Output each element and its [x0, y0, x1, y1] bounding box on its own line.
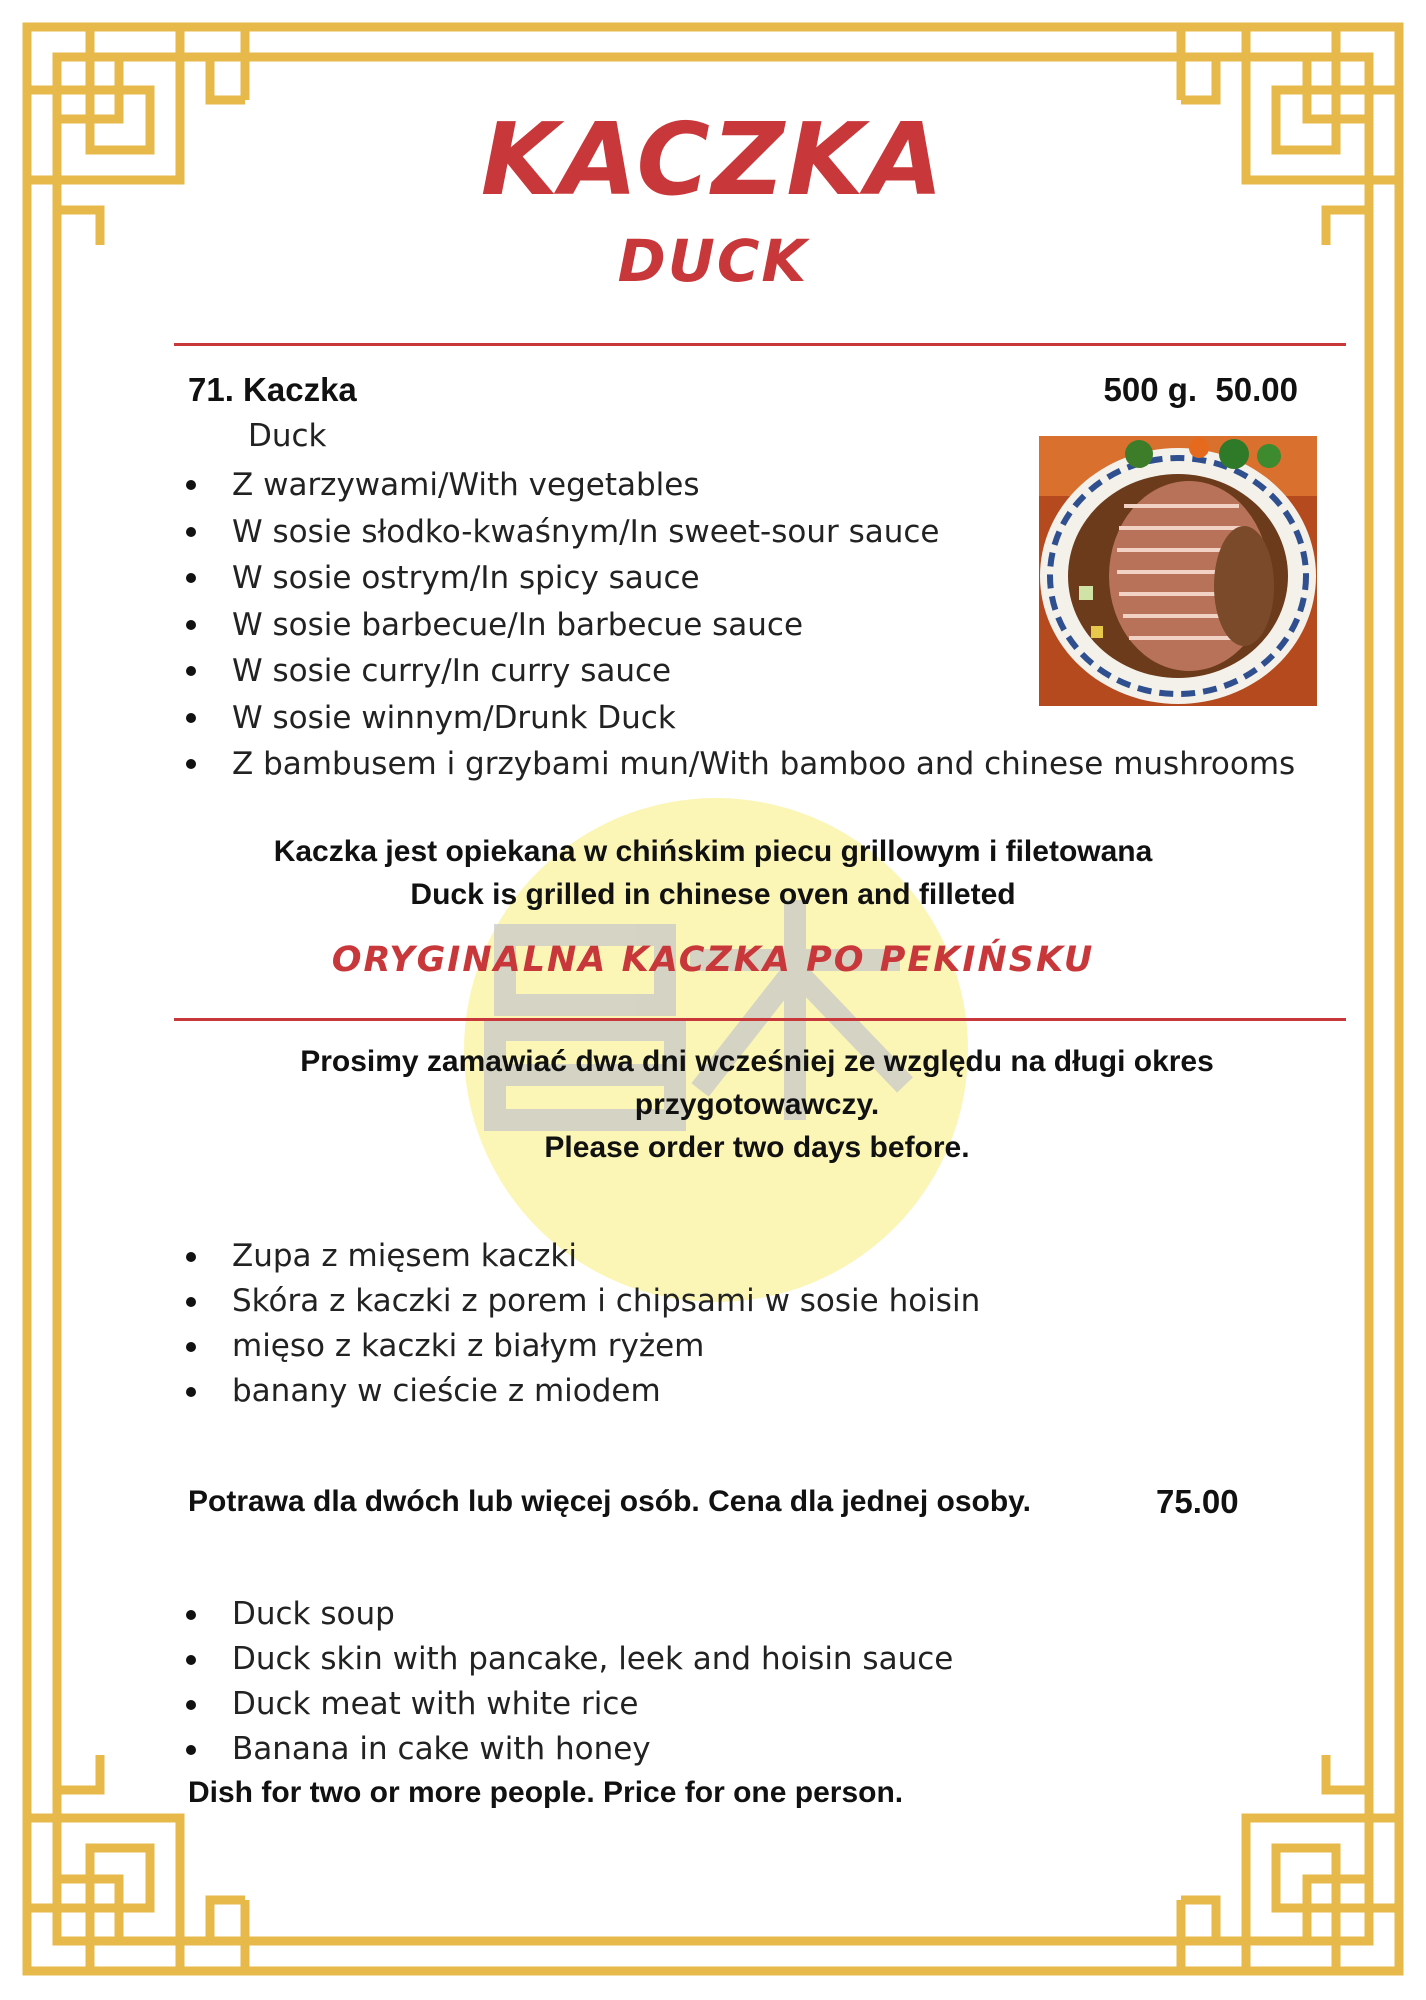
item-71-weight-price: 500 g. 50.00 [1103, 371, 1298, 408]
list-item: W sosie winnym/Drunk Duck [174, 695, 1295, 742]
order-notice-pl-line1: Prosimy zamawiać dwa dni wcześniej ze względu na długi okres [300, 1045, 1214, 1078]
list-item: W sosie ostrym/In spicy sauce [174, 555, 1295, 602]
item-71-note-pl: Kaczka jest opiekana w chińskim piecu grillowym i filetowana [273, 835, 1153, 868]
list-item: Duck skin with pancake, leek and hoisin sauce [174, 1637, 953, 1682]
list-item: W sosie barbecue/In barbecue sauce [174, 602, 1295, 649]
peking-duck-heading: ORYGINALNA KACZKA PO PEKIŃSKU [331, 940, 1095, 980]
item-71-english-name: Duck [248, 418, 327, 454]
list-item: W sosie słodko-kwaśnym/In sweet-sour sauce [174, 509, 1295, 556]
divider-middle [174, 1018, 1346, 1021]
peking-courses-en-list [174, 1592, 953, 1772]
divider-top [174, 343, 1346, 346]
list-item: mięso z kaczki z białym ryżem [174, 1324, 980, 1369]
list-item: Duck meat with white rice [174, 1682, 953, 1727]
item-71-name: 71. Kaczka [188, 371, 357, 408]
peking-price: 75.00 [1156, 1483, 1239, 1520]
page-title: KACZKA [480, 101, 946, 218]
list-item: Skóra z kaczki z porem i chipsami w sosie hoisin [174, 1279, 980, 1324]
price-note-en: Dish for two or more people. Price for one person. [188, 1776, 904, 1809]
order-notice-en: Please order two days before. [544, 1131, 970, 1164]
order-notice-pl-line2: przygotowawczy. [634, 1088, 880, 1121]
item-71-note-en: Duck is grilled in chinese oven and filleted [410, 878, 1016, 911]
list-item: Duck soup [174, 1592, 953, 1637]
list-item: Zupa z mięsem kaczki [174, 1234, 980, 1279]
list-item: Z warzywami/With vegetables [174, 462, 1295, 509]
peking-courses-pl-list [174, 1234, 980, 1414]
list-item: banany w cieście z miodem [174, 1369, 980, 1414]
list-item: Z bambusem i grzybami mun/With bamboo and chinese mushrooms [174, 741, 1295, 788]
page-subtitle: DUCK [617, 227, 809, 295]
list-item: Banana in cake with honey [174, 1727, 953, 1772]
list-item: W sosie curry/In curry sauce [174, 648, 1295, 695]
price-note-pl: Potrawa dla dwóch lub więcej osób. Cena dla jednej osoby. [188, 1485, 1031, 1518]
roast-duck-dish-photo [1039, 436, 1317, 706]
